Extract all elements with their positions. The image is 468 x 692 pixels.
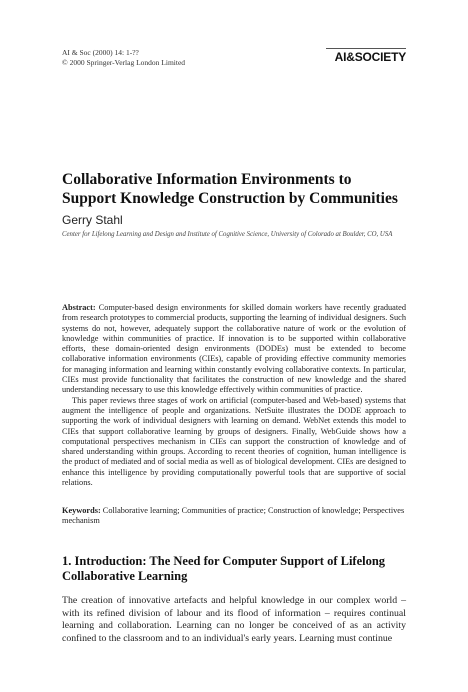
abstract-paragraph [62, 303, 406, 396]
author-affiliation: Center for Lifelong Learning and Design and Institute of Cognitive Science, University of Colorado at Boulder, CO, USA [62, 231, 393, 238]
abstract-paragraph: This paper reviews three stages of work on artificial (computer-based and Web-based) systems that augment the intelligence of people and organizations. NetSuite illustrates the DODE approach to supporting the work of individual designers with learning on demand. WebNet extends this model to CIEs that support collaborative learning by groups of designers. Finally, WebGuide shows how a computational perspectives mechanism in CIEs can support the construction of knowledge and of shared understanding within groups. According to recent theories of cognition, human intelligence is the product of mediated and of social media as well as of biological development. CIEs are designed to enhance this intelligence by providing computationally powerful tools that are supportive of social relations. [62, 395, 406, 488]
section-heading: 1. Introduction: The Need for Computer Support of Lifelong Collaborative Learning [62, 554, 386, 583]
page-header [62, 48, 406, 80]
keywords-text: Collaborative learning; Communities of practice; Construction of knowledge; Perspectives mechanism [62, 506, 405, 526]
journal-rule [326, 48, 406, 49]
citation-line: AI & Soc (2000) 14: 1-?? [62, 48, 139, 57]
citation-block [62, 48, 185, 67]
abstract-text: Computer-based design environments for skilled domain workers have recently graduated from research prototypes to commercial products, supporting the learning of individual designers. Such systems do not, however, adequately support the collaborative nature of work or the evolution of knowledge within communities of practice. If innovation is to be supported within collaborative efforts, these domain-oriented design environments (DODEs) must be extended to become collaborative information environments (CIEs), capable of providing effective community memories for managing information and learning within constantly evolving collaborative contexts. In particular, CIEs must provide functionality that facilitates the construction of new knowledge and the shared understanding necessary to use this knowledge effectively within communities of practice. [62, 303, 406, 395]
journal-logo: AI&SOCIETY [334, 50, 406, 64]
abstract-label: Abstract: [62, 303, 96, 312]
body-paragraph: The creation of innovative artefacts and helpful knowledge in our complex world – with its refined division of labour and its flood of information – requires continual learning and collaboration. Learning can no longer be conceived of as an activity confined to the classroom and to an individual's early years. Learning must continue [62, 595, 406, 644]
body-text [62, 595, 406, 645]
keywords [62, 506, 406, 527]
copyright-line: © 2000 Springer-Verlag London Limited [62, 57, 186, 67]
keywords-label: Keywords: [62, 506, 101, 515]
abstract [62, 303, 406, 488]
author-name: Gerry Stahl [62, 213, 123, 227]
paper-title: Collaborative Information Environments to Support Knowledge Construction by Communities [62, 171, 398, 207]
